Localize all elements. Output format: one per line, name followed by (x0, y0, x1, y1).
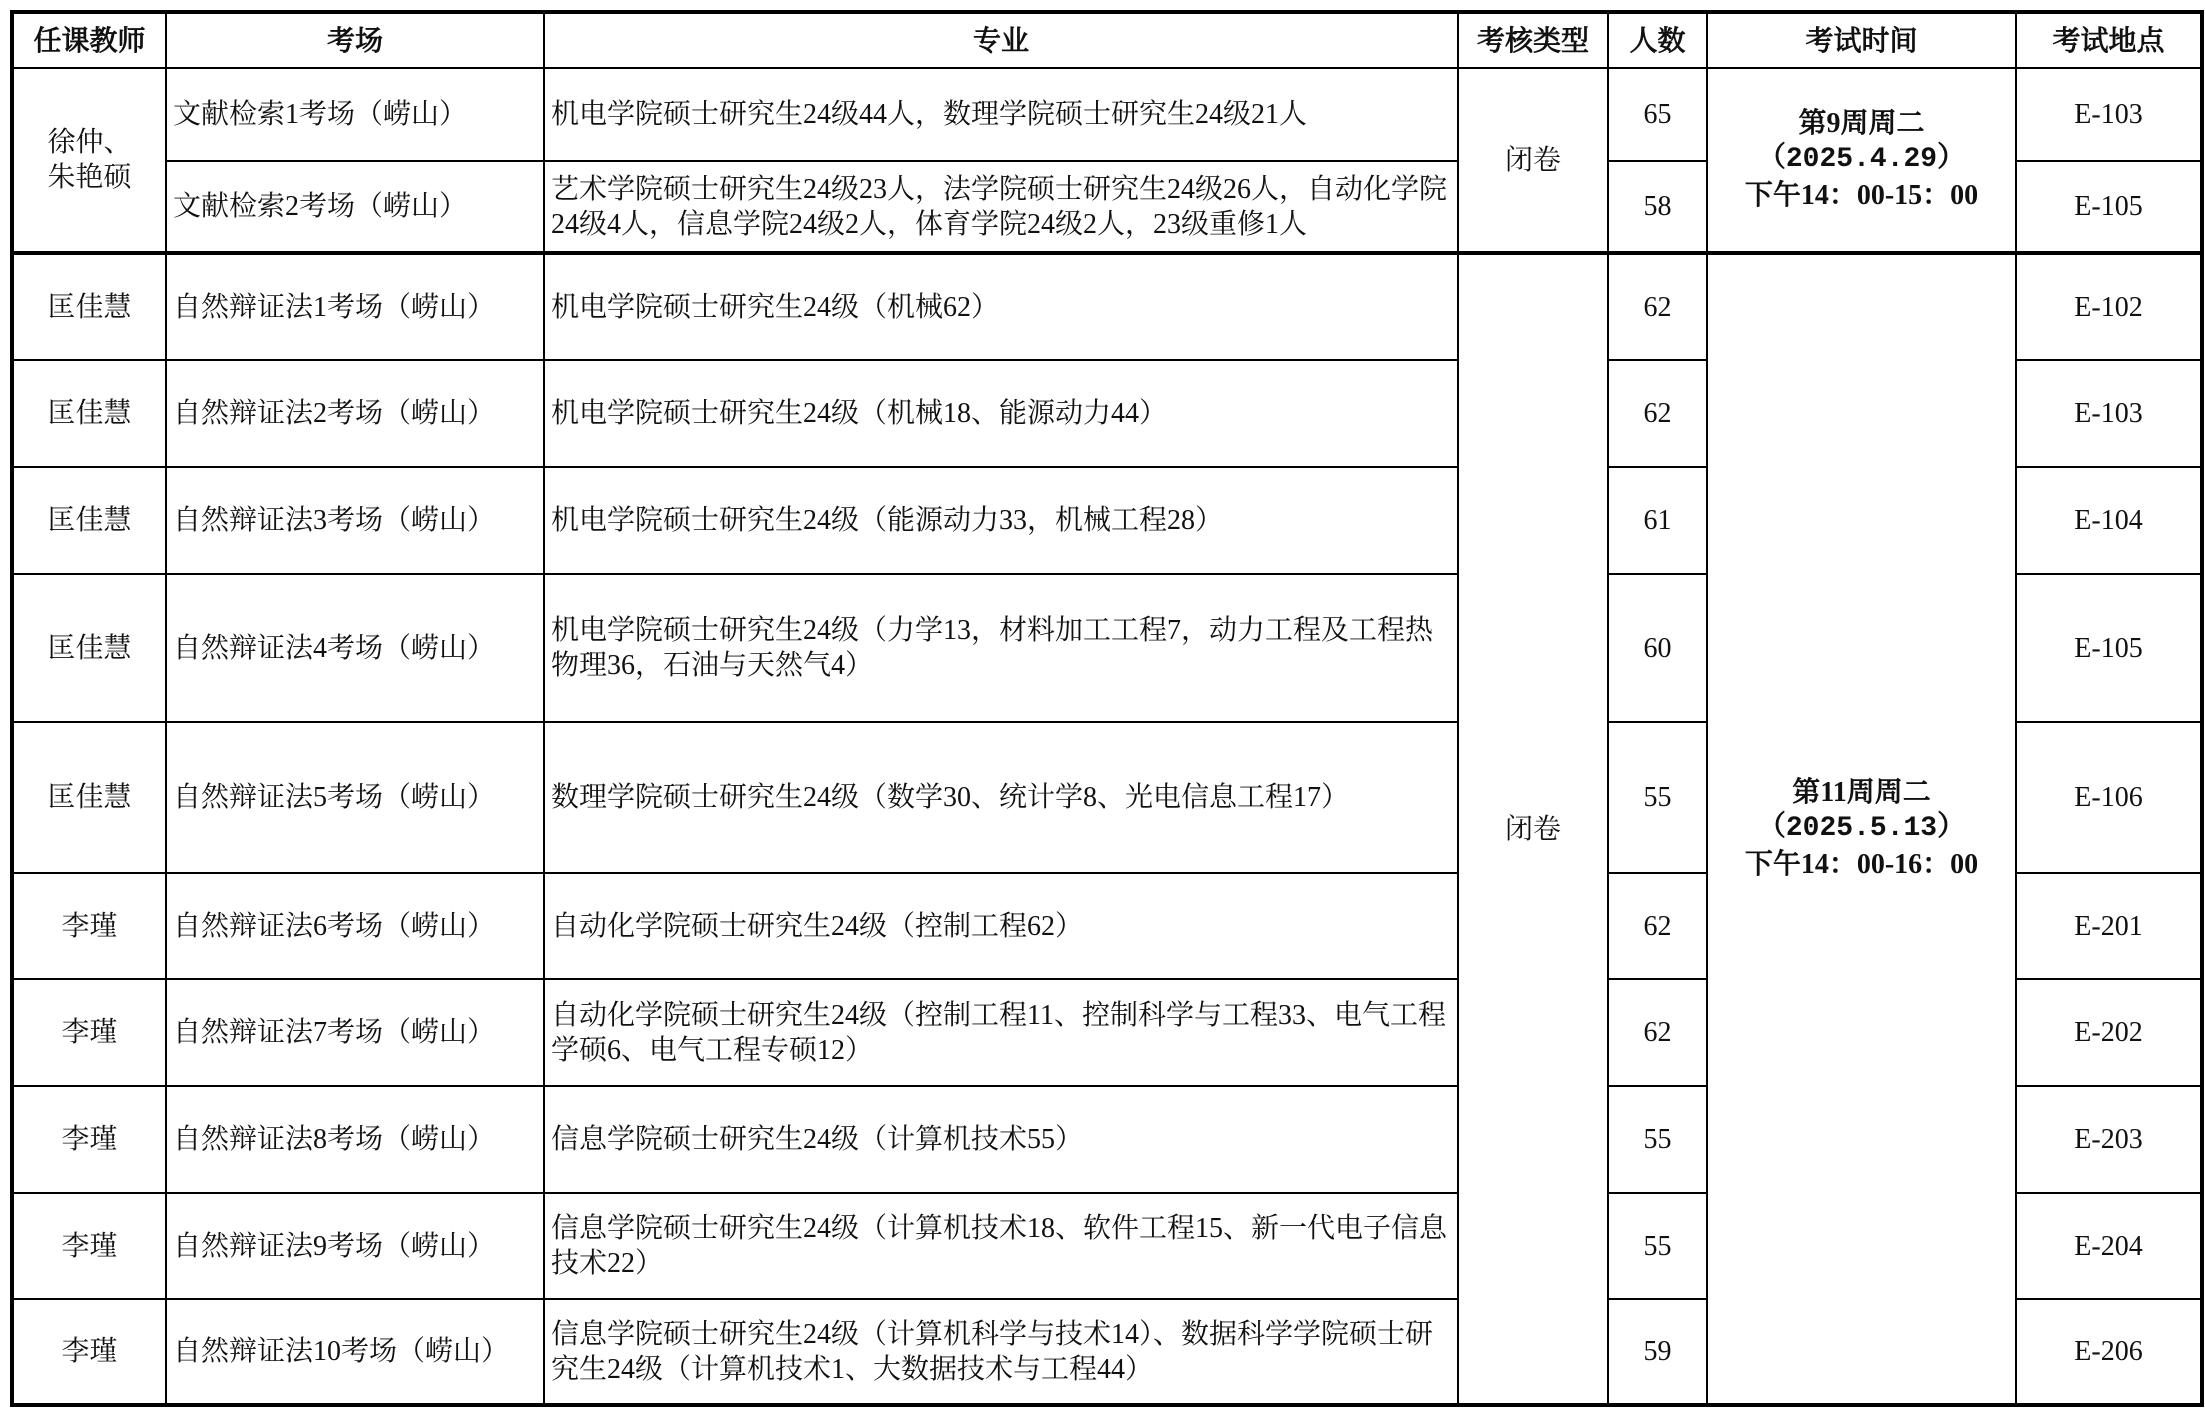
student-count-cell: 55 (1608, 722, 1707, 873)
header-count: 人数 (1608, 12, 1707, 68)
exam-time-cell (1707, 68, 2016, 253)
teacher-cell: 匡佳慧 (12, 574, 166, 722)
header-exam-type: 考核类型 (1458, 12, 1608, 68)
exam-room-cell: 自然辩证法2考场（崂山） (166, 360, 544, 467)
major-cell: 机电学院硕士研究生24级44人，数理学院硕士研究生24级21人 (544, 68, 1458, 161)
exam-schedule-table (10, 10, 2204, 1407)
exam-location-cell: E-203 (2016, 1086, 2202, 1193)
student-count-cell: 62 (1608, 873, 1707, 979)
major-cell: 机电学院硕士研究生24级（机械18、能源动力44） (544, 360, 1458, 467)
exam-period: 下午14：00-16：00 (1744, 848, 1979, 880)
table-row (12, 68, 2202, 161)
exam-room-cell: 自然辩证法9考场（崂山） (166, 1193, 544, 1299)
student-count-cell: 60 (1608, 574, 1707, 722)
exam-location-cell: E-204 (2016, 1193, 2202, 1299)
major-cell: 自动化学院硕士研究生24级（控制工程11、控制科学与工程33、电气工程学硕6、电气工程专硕12） (544, 979, 1458, 1086)
major-cell: 机电学院硕士研究生24级（力学13，材料加工工程7，动力工程及工程热物理36，石油与天然气4） (544, 574, 1458, 722)
exam-room-cell: 文献检索2考场（崂山） (166, 161, 544, 253)
student-count-cell: 55 (1608, 1193, 1707, 1299)
exam-location-cell: E-104 (2016, 467, 2202, 574)
exam-room-cell: 文献检索1考场（崂山） (166, 68, 544, 161)
teacher-cell: 李瑾 (12, 979, 166, 1086)
header-room: 考场 (166, 12, 544, 68)
student-count-cell: 61 (1608, 467, 1707, 574)
major-cell: 艺术学院硕士研究生24级23人，法学院硕士研究生24级26人，自动化学院24级4人，信息学院24级2人，体育学院24级2人，23级重修1人 (544, 161, 1458, 253)
major-cell: 数理学院硕士研究生24级（数学30、统计学8、光电信息工程17） (544, 722, 1458, 873)
student-count-cell: 62 (1608, 253, 1707, 360)
major-cell: 自动化学院硕士研究生24级（控制工程62） (544, 873, 1458, 979)
student-count-cell: 62 (1608, 979, 1707, 1086)
teacher-cell: 匡佳慧 (12, 253, 166, 360)
exam-location-cell: E-103 (2016, 360, 2202, 467)
student-count-cell: 58 (1608, 161, 1707, 253)
table-row (12, 253, 2202, 360)
exam-period: 下午14：00-15：00 (1744, 179, 1979, 211)
header-row (12, 12, 2202, 68)
exam-location-cell: E-201 (2016, 873, 2202, 979)
exam-room-cell: 自然辩证法10考场（崂山） (166, 1299, 544, 1405)
teacher-cell: 徐仲、 朱艳硕 (12, 68, 166, 253)
major-cell: 机电学院硕士研究生24级（能源动力33，机械工程28） (544, 467, 1458, 574)
teacher-cell: 李瑾 (12, 1193, 166, 1299)
exam-type-cell: 闭卷 (1458, 253, 1608, 1405)
teacher-cell: 李瑾 (12, 873, 166, 979)
exam-room-cell: 自然辩证法5考场（崂山） (166, 722, 544, 873)
teacher-cell: 李瑾 (12, 1086, 166, 1193)
teacher-cell: 李瑾 (12, 1299, 166, 1405)
header-major: 专业 (544, 12, 1458, 68)
header-time: 考试时间 (1707, 12, 2016, 68)
major-cell: 机电学院硕士研究生24级（机械62） (544, 253, 1458, 360)
exam-time-cell (1707, 253, 2016, 1405)
student-count-cell: 55 (1608, 1086, 1707, 1193)
exam-week: 第11周周二 (1792, 777, 1931, 809)
exam-room-cell: 自然辩证法1考场（崂山） (166, 253, 544, 360)
student-count-cell: 65 (1608, 68, 1707, 161)
exam-week: 第9周周二 (1798, 108, 1925, 140)
teacher-cell: 匡佳慧 (12, 467, 166, 574)
major-cell: 信息学院硕士研究生24级（计算机技术18、软件工程15、新一代电子信息技术22） (544, 1193, 1458, 1299)
teacher-cell: 匡佳慧 (12, 722, 166, 873)
exam-room-cell: 自然辩证法6考场（崂山） (166, 873, 544, 979)
teacher-cell: 匡佳慧 (12, 360, 166, 467)
exam-location-cell: E-103 (2016, 68, 2202, 161)
exam-room-cell: 自然辩证法7考场（崂山） (166, 979, 544, 1086)
header-teacher: 任课教师 (12, 12, 166, 68)
exam-date: （2025.5.13） (1757, 813, 1966, 845)
exam-location-cell: E-102 (2016, 253, 2202, 360)
exam-room-cell: 自然辩证法3考场（崂山） (166, 467, 544, 574)
exam-location-cell: E-105 (2016, 574, 2202, 722)
exam-location-cell: E-105 (2016, 161, 2202, 253)
student-count-cell: 59 (1608, 1299, 1707, 1405)
exam-location-cell: E-202 (2016, 979, 2202, 1086)
exam-date: （2025.4.29） (1757, 144, 1966, 176)
student-count-cell: 62 (1608, 360, 1707, 467)
header-location: 考试地点 (2016, 12, 2202, 68)
exam-type-cell: 闭卷 (1458, 68, 1608, 253)
exam-room-cell: 自然辩证法4考场（崂山） (166, 574, 544, 722)
exam-location-cell: E-106 (2016, 722, 2202, 873)
exam-location-cell: E-206 (2016, 1299, 2202, 1405)
exam-room-cell: 自然辩证法8考场（崂山） (166, 1086, 544, 1193)
major-cell: 信息学院硕士研究生24级（计算机技术55） (544, 1086, 1458, 1193)
major-cell: 信息学院硕士研究生24级（计算机科学与技术14）、数据科学学院硕士研究生24级（计算机技术1、大数据技术与工程44） (544, 1299, 1458, 1405)
